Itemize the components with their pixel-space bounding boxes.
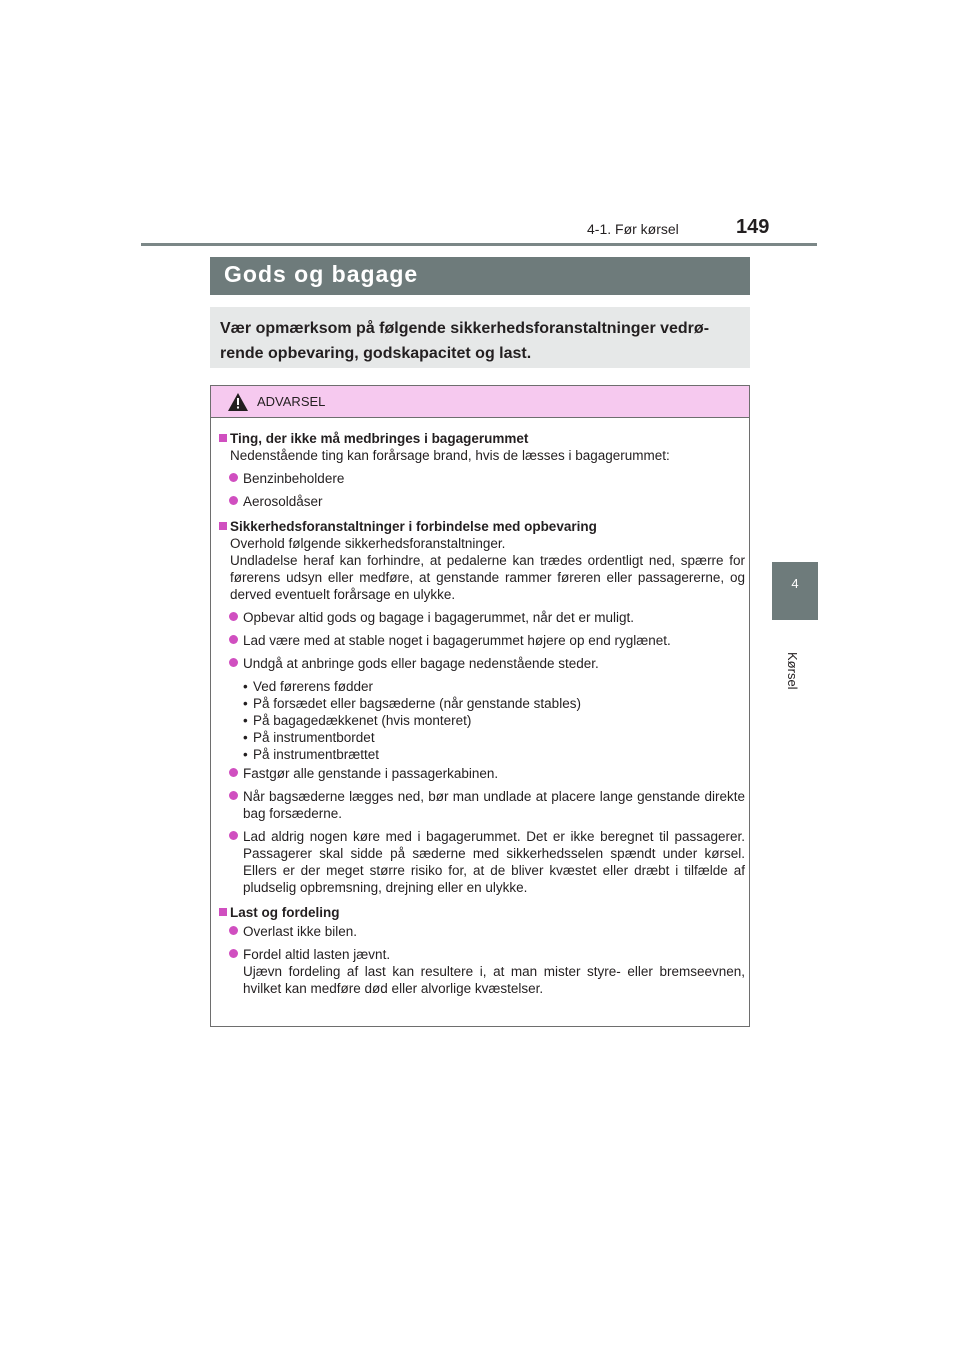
warning-box <box>210 385 750 1027</box>
bullet-dot-icon <box>229 926 238 935</box>
paragraph: Nedenstående ting kan forårsage brand, hvis de læsses i bagagerummet: <box>230 448 670 463</box>
list-item: Benzinbeholdere <box>219 470 745 487</box>
sub-list-item: • Ved førerens fødder <box>243 679 374 694</box>
list-item: Fastgør alle genstande i passagerkabinen. <box>219 765 745 782</box>
bullet-dot-icon <box>229 658 238 667</box>
page-title: Gods og bagage <box>224 261 419 287</box>
list-item: Opbevar altid gods og bagage i bagagerummet, når det er muligt. <box>219 609 745 626</box>
page-number: 149 <box>736 216 770 238</box>
intro-text: Vær opmærksom på følgende sikkerhedsforanstaltninger vedrørende opbevaring, godskapacitet og last. <box>220 320 710 362</box>
list-item: Lad være med at stable noget i bagagerummet højere op end ryglænet. <box>219 632 745 649</box>
warning-body <box>219 428 745 997</box>
bullet-dot-icon <box>229 791 238 800</box>
bullet-dot-icon <box>229 473 238 482</box>
bullet-dot-icon <box>229 768 238 777</box>
header-section: 4-1. Før kørsel <box>587 221 679 237</box>
section-heading: Sikkerhedsforanstaltninger i forbindelse med opbevaring <box>219 518 745 535</box>
chapter-number: 4 <box>791 576 799 591</box>
list-item: Fordel altid lasten jævnt. Ujævn fordeling af last kan resultere i, at man mister styre- eller bremseevnen, hvilket kan medføre død eller alvorlige kvæstelser. <box>219 946 745 997</box>
list-item: Undgå at anbringe gods eller bagage nedenstående steder. <box>219 655 745 672</box>
bullet-dot-icon <box>229 831 238 840</box>
warning-triangle-icon <box>228 393 248 411</box>
list-item: Når bagsæderne lægges ned, bør man undlade at placere lange genstande direkte bag forsæderne. <box>219 788 745 822</box>
section-square-icon <box>219 908 227 916</box>
header-rule <box>141 243 817 246</box>
chapter-tab[interactable] <box>772 562 818 620</box>
chapter-label: Kørsel <box>785 652 800 690</box>
sub-list-item: • På bagagedækkenet (hvis monteret) <box>243 713 472 728</box>
title-bar <box>210 257 750 295</box>
list-item: Overlast ikke bilen. <box>219 923 745 940</box>
section-square-icon <box>219 522 227 530</box>
bullet-dot-icon <box>229 949 238 958</box>
warning-title: ADVARSEL <box>257 394 326 409</box>
sub-list <box>219 678 745 763</box>
section-heading: Ting, der ikke må medbringes i bagagerummet <box>219 430 745 447</box>
list-item: Aerosoldåser <box>219 493 745 510</box>
paragraph: Undladelse heraf kan forhindre, at pedalerne kan trædes ordentligt ned, spærre for førerens udsyn eller medføre, at genstande rammer føreren eller passagererne, og derved eventuelt forårsage en ulykke. <box>230 553 745 602</box>
section-square-icon <box>219 434 227 442</box>
bullet-dot-icon <box>229 635 238 644</box>
sub-list-item: • På instrumentbordet <box>243 730 375 745</box>
warning-header <box>211 386 749 418</box>
list-item: Lad aldrig nogen køre med i bagagerummet. Det er ikke beregnet til passagerer. Passagerer skal sidde på sæderne med sikkerhedsselen spændt under kørsel. Ellers er der meget større risiko for, at de bliver kvæstet eller dræbt i tilfælde af pludselig opbremsning, drejning eller en ulykke. <box>219 828 745 896</box>
bullet-dot-icon <box>229 612 238 621</box>
paragraph: Overhold følgende sikkerhedsforanstaltninger. <box>230 536 506 551</box>
sub-list-item: • På forsædet eller bagsæderne (når genstande stables) <box>243 696 581 711</box>
section-heading: Last og fordeling <box>219 904 745 921</box>
sub-list-item: • På instrumentbrættet <box>243 747 380 762</box>
intro-box <box>210 307 750 368</box>
bullet-dot-icon <box>229 496 238 505</box>
